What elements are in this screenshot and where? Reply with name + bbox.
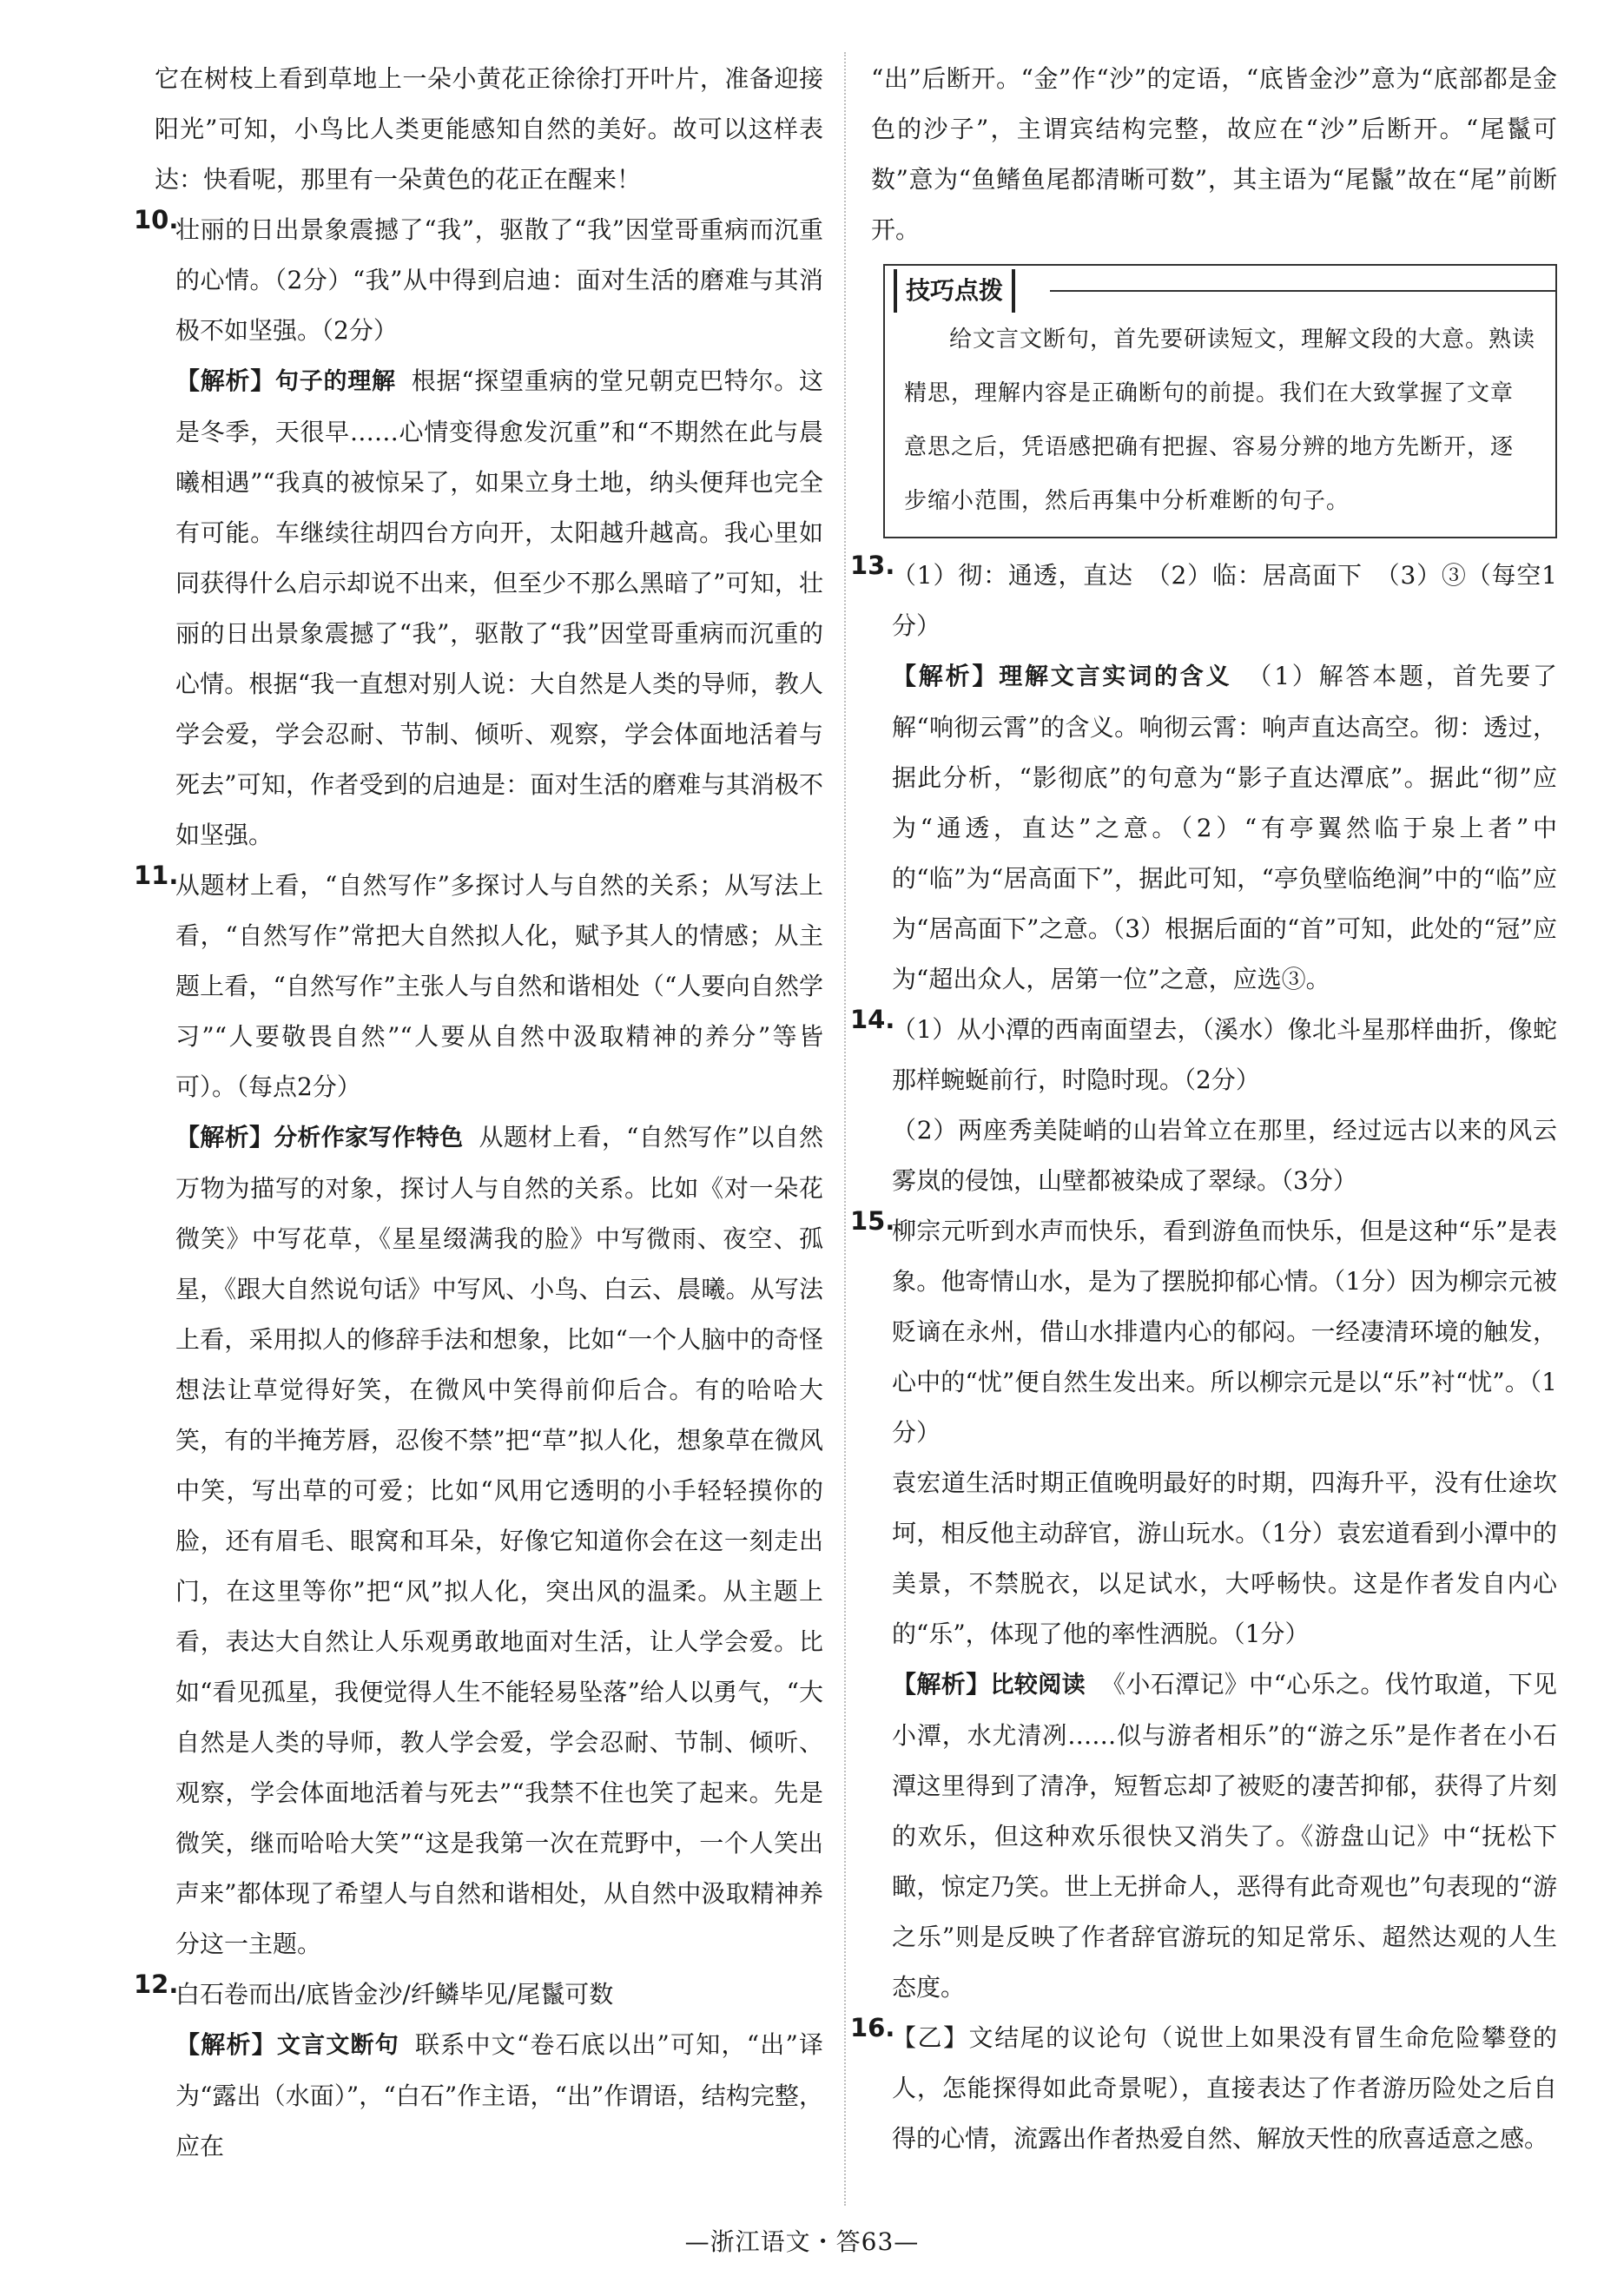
right-continuation-paragraph: “出”后断开。“金”作“沙”的定语，“底皆金沙”意为“底部都是金色的沙子”，主谓宾结构完整，故应在“沙”后断开。“尾鬣可数”意为“鱼鳍鱼尾都清晰可数”，其主语为“尾鬣”故在“尾”前断开。 (871, 64, 1557, 244)
analysis-tag: 【解析】 (892, 662, 1000, 690)
analysis-paragraph (892, 1659, 1557, 2013)
tip-box (883, 264, 1557, 538)
tip-text: 给文言文断句，首先要研读短文，理解文段的大意。熟读精思，理解内容是正确断句的前提。我们在大致掌握了文章意思之后，凭语感把确有把握、容易分辨的地方先断开，逐步缩小范围，然后再集中分析难断的句子。 (904, 327, 1536, 514)
analysis-tag: 【解析】 (175, 2030, 277, 2059)
analysis-text: （1）解答本题，首先要了解“响彻云霄”的含义。响彻云霄：响声直达高空。彻：透过，据此分析，“影彻底”的句意为“影子直达潭底”。据此“彻”应为“通透，直达”之意。（2）“有亭翼然临于泉上者”中的“临”为“居高面下”，据此可知，“亭负壁临绝涧”中的“临”应为“居高面下”之意。（3）根据后面的“首”可知，此处的“冠”应为“超出众人，居第一位”之意，应选③。 (892, 662, 1557, 993)
question-number: 10. (134, 205, 179, 234)
question-16 (850, 2013, 1557, 2164)
analysis-text: 根据“探望重病的堂兄朝克巴特尔。这是冬季，天很早……心情变得愈发沉重”和“不期然在此与晨曦相遇”“我真的被惊呆了，如果立身土地，纳头便拜也完全有可能。车继续往胡四台方向开，太阳越升越高。我心里如同获得什么启示却说不出来，但至少不那么黑暗了”可知，壮丽的日出景象震撼了“我”，驱散了“我”因堂哥重病而沉重的心情。根据“我一直想对别人说：大自然是人类的导师，教人学会爱，学会忍耐、节制、倾听、观察，学会体面地活着与死去”可知，作者受到的启迪是：面对生活的磨难与其消极不如坚强。 (175, 366, 823, 849)
analysis-paragraph (175, 2020, 823, 2172)
analysis-type: 分析作家写作特色 (274, 1125, 464, 1151)
tip-title: 技巧点拨 (894, 269, 1015, 313)
question-12 (134, 1969, 823, 2172)
question-13 (850, 551, 1557, 1005)
analysis-paragraph (175, 356, 823, 861)
column-divider (844, 52, 846, 2206)
left-continuation-paragraph: 它在树枝上看到草地上一朵小黄花正徐徐打开叶片，准备迎接阳光”可知，小鸟比人类更能感知自然的美好。故可以这样表达：快看呢，那里有一朵黄色的花正在醒来！ (155, 64, 823, 194)
tip-title-rule (1050, 290, 1555, 292)
answer-text: 白石卷而出/底皆金沙/纤鳞毕见/尾鬣可数 (175, 1980, 614, 2009)
analysis-type: 理解文言实词的含义 (999, 663, 1232, 690)
answer-text-2: 袁宏道生活时期正值晚明最好的时期，四海升平，没有仕途坎坷，相反他主动辞官，游山玩水。（1分）袁宏道看到小潭中的美景，不禁脱衣，以足试水，大呼畅快。这是作者发自内心的“乐”，体现了他的率性洒脱。（1分） (892, 1468, 1557, 1648)
analysis-type: 文言文断句 (276, 2032, 399, 2059)
analysis-paragraph (892, 651, 1557, 1005)
analysis-tag: 【解析】 (892, 1670, 991, 1699)
question-14 (850, 1005, 1557, 1206)
question-number: 12. (134, 1969, 179, 1999)
analysis-text: 《小石潭记》中“心乐之。伐竹取道，下见小潭，水尤清冽……似与游者相乐”的“游之乐”是作者在小石潭这里得到了清净，短暂忘却了被贬的凄苦抑郁，获得了片刻的欢乐，但这种欢乐很快又消失了。《游盘山记》中“抚松下瞰，惊定乃笑。世上无拼命人，恶得有此奇观也”句表现的“游之乐”则是反映了作者辞官游玩的知足常乐、超然达观的人生态度。 (892, 1670, 1558, 2002)
question-number: 16. (850, 2013, 895, 2042)
answer-text-1: 柳宗元听到水声而快乐，看到游鱼而快乐，但是这种“乐”是表象。他寄情山水，是为了摆脱抑郁心情。（1分）因为柳宗元被贬谪在永州，借山水排遣内心的郁闷。一经凄清环境的触发，心中的“忧”便自然生发出来。所以柳宗元是以“乐”衬“忧”。（1分） (892, 1217, 1557, 1447)
question-15 (850, 1206, 1558, 2013)
question-10 (134, 205, 823, 861)
question-11 (134, 861, 823, 1969)
analysis-tag: 【解析】 (175, 1123, 274, 1151)
right-column (850, 54, 1558, 2164)
analysis-paragraph (175, 1112, 823, 1969)
answer-text: 【乙】文结尾的议论句（说世上如果没有冒生命危险攀登的人，怎能探得如此奇景呢），直接表达了作者游历险处之后自得的心情，流露出作者热爱自然、解放天性的欣喜适意之感。 (892, 2023, 1557, 2153)
left-column (134, 54, 823, 2172)
question-number: 14. (850, 1005, 895, 1034)
answer-text-2: （2）两座秀美陡峭的山岩耸立在那里，经过远古以来的风云雾岚的侵蚀，山壁都被染成了翠绿。（3分） (892, 1116, 1557, 1195)
analysis-text: 联系中文“卷石底以出”可知，“出”译为“露出（水面）”，“白石”作主语，“出”作谓语，结构完整，应在 (175, 2030, 823, 2161)
answer-text: （1）彻：通透，直达 （2）临：居高面下 （3）③（每空1分） (892, 561, 1557, 640)
answer-text-1: （1）从小潭的西南面望去，（溪水）像北斗星那样曲折，像蛇那样蜿蜒前行，时隐时现。（2分） (892, 1015, 1557, 1094)
analysis-tag: 【解析】 (175, 366, 275, 395)
answer-text: 壮丽的日出景象震撼了“我”，驱散了“我”因堂哥重病而沉重的心情。（2分）“我”从中得到启迪：面对生活的磨难与其消极不如坚强。（2分） (175, 215, 823, 345)
page-footer: —浙江语文・答63— (684, 2227, 920, 2256)
question-number: 13. (850, 551, 895, 580)
question-number: 11. (134, 861, 179, 890)
question-number: 15. (850, 1206, 895, 1236)
analysis-type: 句子的理解 (275, 368, 396, 395)
analysis-text: 从题材上看，“自然写作”以自然万物为描写的对象，探讨人与自然的关系。比如《对一朵花微笑》中写花草，《星星缀满我的脸》中写微雨、夜空、孤星，《跟大自然说句话》中写风、小鸟、白云、晨曦。从写法上看，采用拟人的修辞手法和想象，比如“一个人脑中的奇怪想法让草觉得好笑，在微风中笑得前仰后合。有的哈哈大笑，有的半掩芳唇，忍俊不禁”把“草”拟人化，想象草在微风中笑，写出草的可爱；比如“风用它透明的小手轻轻摸你的脸，还有眉毛、眼窝和耳朵，好像它知道你会在这一刻走出门，在这里等你”把“风”拟人化，突出风的温柔。从主题上看，表达大自然让人乐观勇敢地面对生活，让人学会爱。比如“看见孤星，我便觉得人生不能轻易坠落”给人以勇气，“大自然是人类的导师，教人学会爱，学会忍耐、节制、倾听、观察，学会体面地活着与死去”“我禁不住也笑了起来。先是微笑，继而哈哈大笑”“这是我第一次在荒野中，一个人笑出声来”都体现了希望人与自然和谐相处，从自然中汲取精神养分这一主题。 (175, 1123, 823, 1958)
analysis-type: 比较阅读 (990, 1672, 1086, 1699)
answer-text: 从题材上看，“自然写作”多探讨人与自然的关系；从写法上看，“自然写作”常把大自然拟人化，赋予其人的情感；从主题上看，“自然写作”主张人与自然和谐相处（“人要向自然学习”“人要敬畏自然”“人要从自然中汲取精神的养分”等皆可）。（每点2分） (175, 871, 823, 1101)
